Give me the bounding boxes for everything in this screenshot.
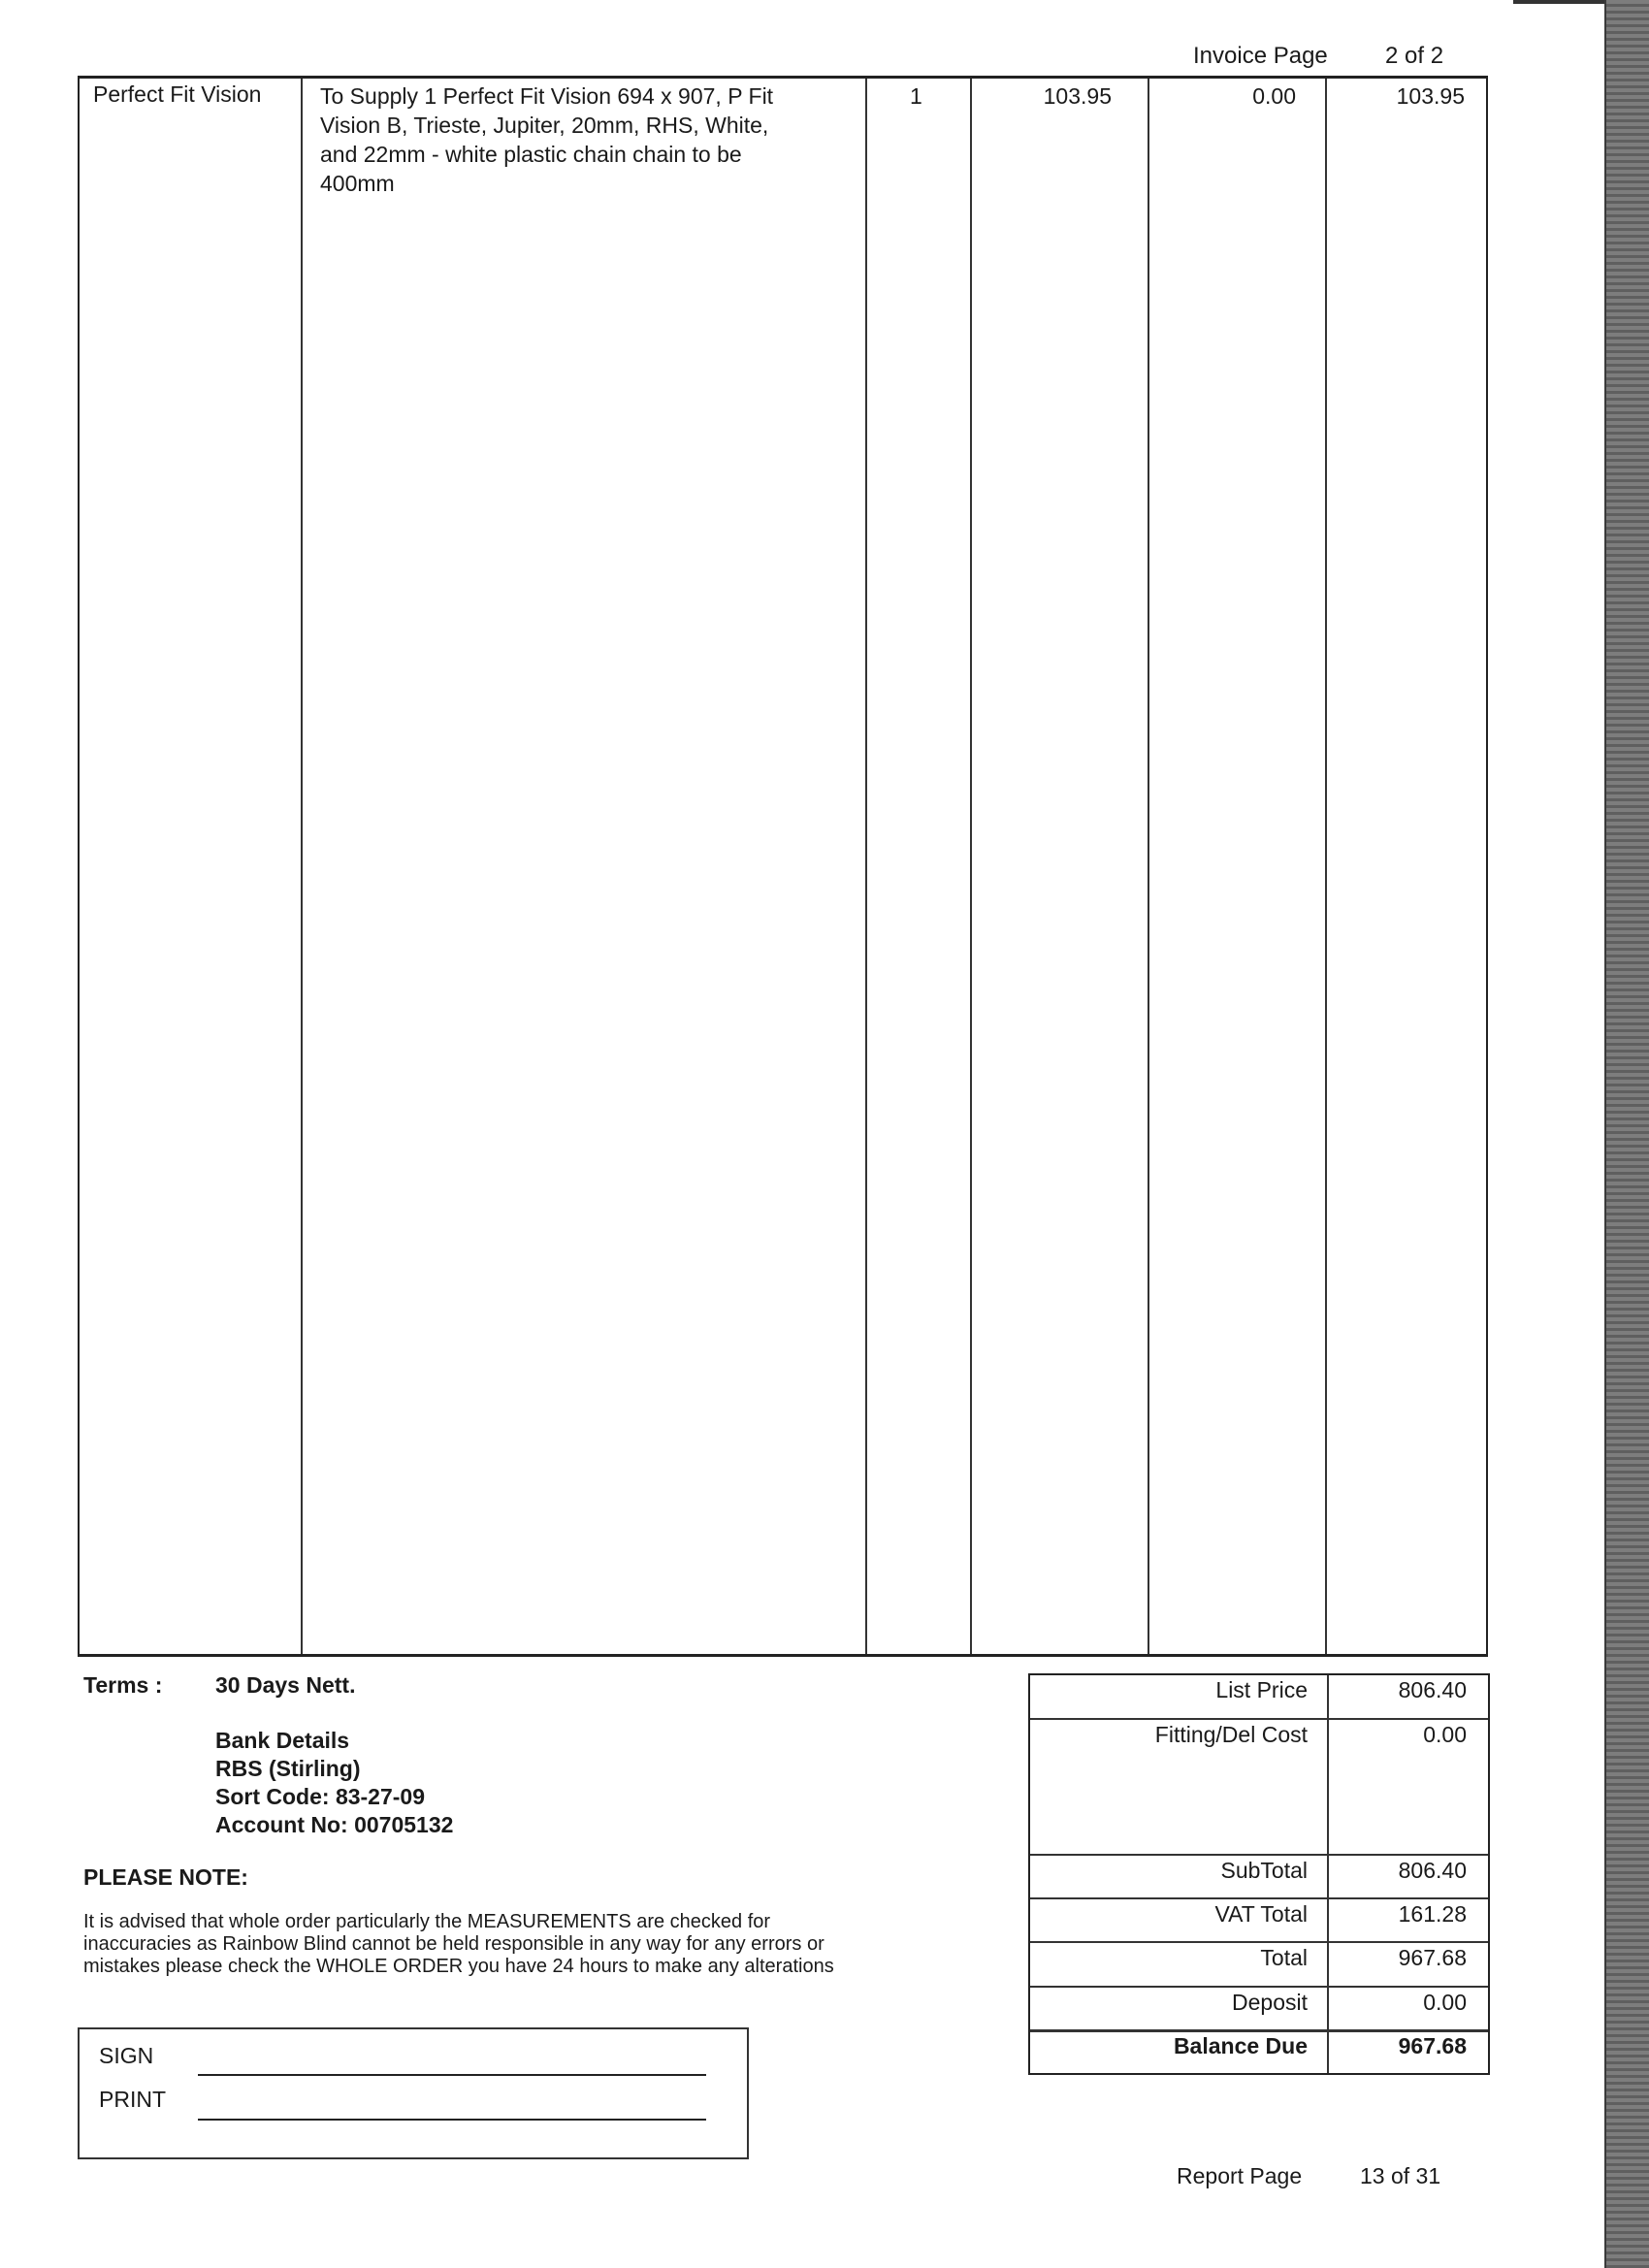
- subtotal-label: SubTotal: [1220, 1858, 1308, 1883]
- item-description-line: To Supply 1 Perfect Fit Vision 694 x 907, P Fit: [320, 83, 774, 109]
- totals-column-divider: [1327, 1675, 1329, 2073]
- invoice-page-value: 2 of 2: [1385, 43, 1444, 69]
- note-line: mistakes please check the WHOLE ORDER you have 24 hours to make any alterations: [83, 1956, 834, 1977]
- column-divider: [301, 79, 303, 1654]
- balance-due-label: Balance Due: [1173, 2033, 1308, 2058]
- balance-due-value: 967.68: [1398, 2033, 1467, 2058]
- sign-label: SIGN: [99, 2043, 154, 2068]
- line-items-table: [78, 76, 1488, 1657]
- totals-row-balance: [1030, 2029, 1488, 2058]
- item-product: Perfect Fit Vision: [93, 81, 262, 107]
- column-divider: [1325, 79, 1327, 1654]
- report-page-value: 13 of 31: [1360, 2163, 1441, 2188]
- total-label: Total: [1260, 1945, 1308, 1970]
- report-page-label: Report Page: [1177, 2163, 1303, 2188]
- item-description-line: 400mm: [320, 171, 395, 196]
- item-line-total: 103.95: [1396, 83, 1465, 109]
- deposit-label: Deposit: [1232, 1990, 1308, 2015]
- signature-box: [78, 2027, 749, 2159]
- scan-border-right: [1604, 0, 1649, 2268]
- item-discount: 0.00: [1252, 83, 1296, 109]
- totals-row-total: [1030, 1941, 1488, 1970]
- invoice-page-label: Invoice Page: [1193, 43, 1328, 69]
- item-description: [320, 81, 854, 198]
- item-description-line: and 22mm - white plastic chain chain to be: [320, 142, 742, 167]
- item-description-line: Vision B, Trieste, Jupiter, 20mm, RHS, White,: [320, 113, 769, 138]
- account-number: Account No: 00705132: [215, 1812, 454, 1837]
- item-unit-price: 103.95: [1043, 83, 1112, 109]
- note-line: inaccuracies as Rainbow Blind cannot be held responsible in any way for any errors or: [83, 1933, 824, 1955]
- deposit-value: 0.00: [1423, 1990, 1467, 2015]
- vat-value: 161.28: [1398, 1901, 1467, 1927]
- list-price-label: List Price: [1215, 1677, 1308, 1702]
- print-line[interactable]: [198, 2119, 706, 2121]
- totals-row-vat: [1030, 1897, 1488, 1927]
- note-line: It is advised that whole order particularly the MEASUREMENTS are checked for: [83, 1911, 771, 1932]
- list-price-value: 806.40: [1398, 1677, 1467, 1702]
- bank-details: [215, 1727, 453, 1839]
- item-qty: 1: [910, 83, 922, 109]
- terms-value: 30 Days Nett.: [215, 1672, 356, 1698]
- subtotal-value: 806.40: [1398, 1858, 1467, 1883]
- sort-code: Sort Code: 83-27-09: [215, 1784, 426, 1809]
- column-divider: [865, 79, 867, 1654]
- totals-row-subtotal: [1030, 1854, 1488, 1883]
- totals-table: [1028, 1673, 1490, 2075]
- please-note-heading: PLEASE NOTE:: [83, 1864, 248, 1890]
- column-divider: [1148, 79, 1149, 1654]
- totals-row-fitting: [1030, 1718, 1488, 1747]
- fitting-value: 0.00: [1423, 1722, 1467, 1747]
- fitting-label: Fitting/Del Cost: [1154, 1722, 1308, 1747]
- sign-line[interactable]: [198, 2074, 706, 2076]
- please-note-text: [83, 1911, 1015, 1978]
- vat-label: VAT Total: [1214, 1901, 1308, 1927]
- terms-label: Terms :: [83, 1672, 163, 1698]
- column-divider: [970, 79, 972, 1654]
- print-label: PRINT: [99, 2087, 166, 2112]
- bank-details-title: Bank Details: [215, 1728, 350, 1753]
- totals-row-deposit: [1030, 1986, 1488, 2015]
- bank-name: RBS (Stirling): [215, 1756, 361, 1781]
- total-value: 967.68: [1398, 1945, 1467, 1970]
